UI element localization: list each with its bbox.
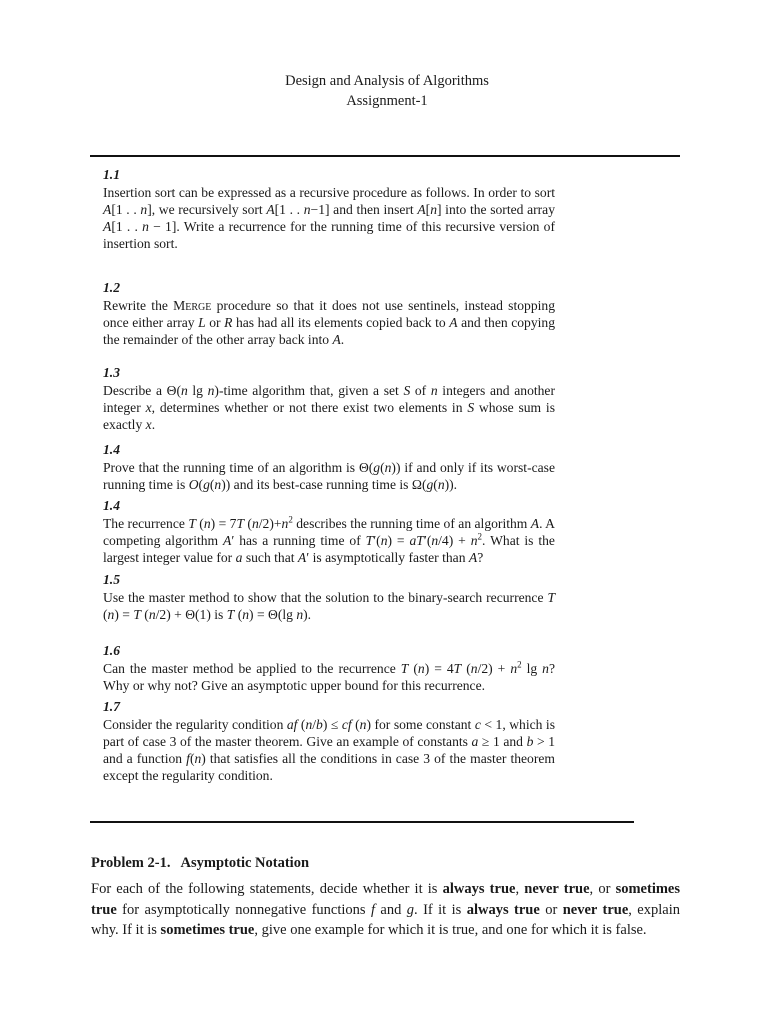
top-divider bbox=[90, 155, 680, 157]
question-1-1 bbox=[103, 166, 555, 252]
question-text: Insertion sort can be expressed as a recursive procedure as follows. In order to sort A[1 . . n], we recursively sort A[1 . . n−1] and then insert A[n] into the sorted array A[1 . . n − 1]. Write a recurrence for the running time of this recursive version of insertion sort. bbox=[103, 185, 556, 251]
question-1-3 bbox=[103, 364, 555, 433]
question-number: 1.4 bbox=[103, 498, 120, 513]
question-number: 1.5 bbox=[103, 572, 120, 587]
question-number: 1.4 bbox=[103, 442, 120, 457]
question-text: Can the master method be applied to the recurrence T (n) = 4T $(n/2) + n^2$ lg n? Why or why not? Give an asymptotic upper bound for this recurrence. bbox=[103, 659, 556, 693]
question-text: The recurrence T (n) = 7T $(n/2)+n^2$ describes the running time of an algorithm A. A competing algorithm A′ has a running time of $T'(n) = aT'(n/4) + n^2$. What is the largest integer value for a such that A′ is asymptotically faster than A? bbox=[103, 514, 555, 565]
question-1-6 bbox=[103, 642, 555, 694]
question-1-4a bbox=[103, 441, 555, 493]
question-number: 1.3 bbox=[103, 365, 120, 380]
question-1-5 bbox=[103, 571, 555, 623]
question-1-7 bbox=[103, 698, 555, 784]
question-number: 1.2 bbox=[103, 280, 120, 295]
problem-body bbox=[91, 879, 680, 941]
question-text: Consider the regularity condition af (n/b) ≤ cf (n) for some constant c < 1, which is part of case 3 of the master theorem. Give an example of constants a ≥ 1 and b > 1 and a function f(n) that satisfies all the conditions in case 3 of the master theorem except the regularity condition. bbox=[103, 717, 555, 783]
question-text: Use the master method to show that the solution to the binary-search recurrence T (n) = T (n/2) + Θ(1) is T (n) = Θ(lg n). bbox=[103, 590, 555, 622]
question-number: 1.7 bbox=[103, 699, 120, 714]
document-header bbox=[0, 71, 768, 111]
question-text: Describe a Θ(n lg n)-time algorithm that, given a set S of n integers and another integer x, determines whether or not there exist two elements in S whose sum is exactly x. bbox=[103, 383, 555, 432]
document-subtitle: Assignment-1 bbox=[346, 93, 428, 109]
question-text: Prove that the running time of an algorithm is Θ(g(n)) if and only if its worst-case running time is O(g(n)) and its best-case running time is Ω(g(n)). bbox=[103, 460, 555, 492]
question-number: 1.1 bbox=[103, 167, 120, 182]
problem-text: For each of the following statements, decide whether it is always true, never true, or sometimes true for asymptotically nonnegative functions f and g. If it is always true or never true, explain why. If it is sometimes true, give one example for which it is true, and one for which it is false. bbox=[91, 881, 680, 938]
question-1-2 bbox=[103, 279, 555, 348]
document-title: Design and Analysis of Algorithms bbox=[285, 73, 489, 89]
problem-title: Problem 2-1. Asymptotic Notation bbox=[91, 855, 310, 871]
question-text: Rewrite the Merge procedure so that it does not use sentinels, instead stopping once either array L or R has had all its elements copied back to A and then copying the remainder of the other array back into A. bbox=[103, 298, 556, 347]
question-1-4b bbox=[103, 497, 555, 566]
question-number: 1.6 bbox=[103, 643, 120, 658]
bottom-divider bbox=[90, 821, 634, 823]
